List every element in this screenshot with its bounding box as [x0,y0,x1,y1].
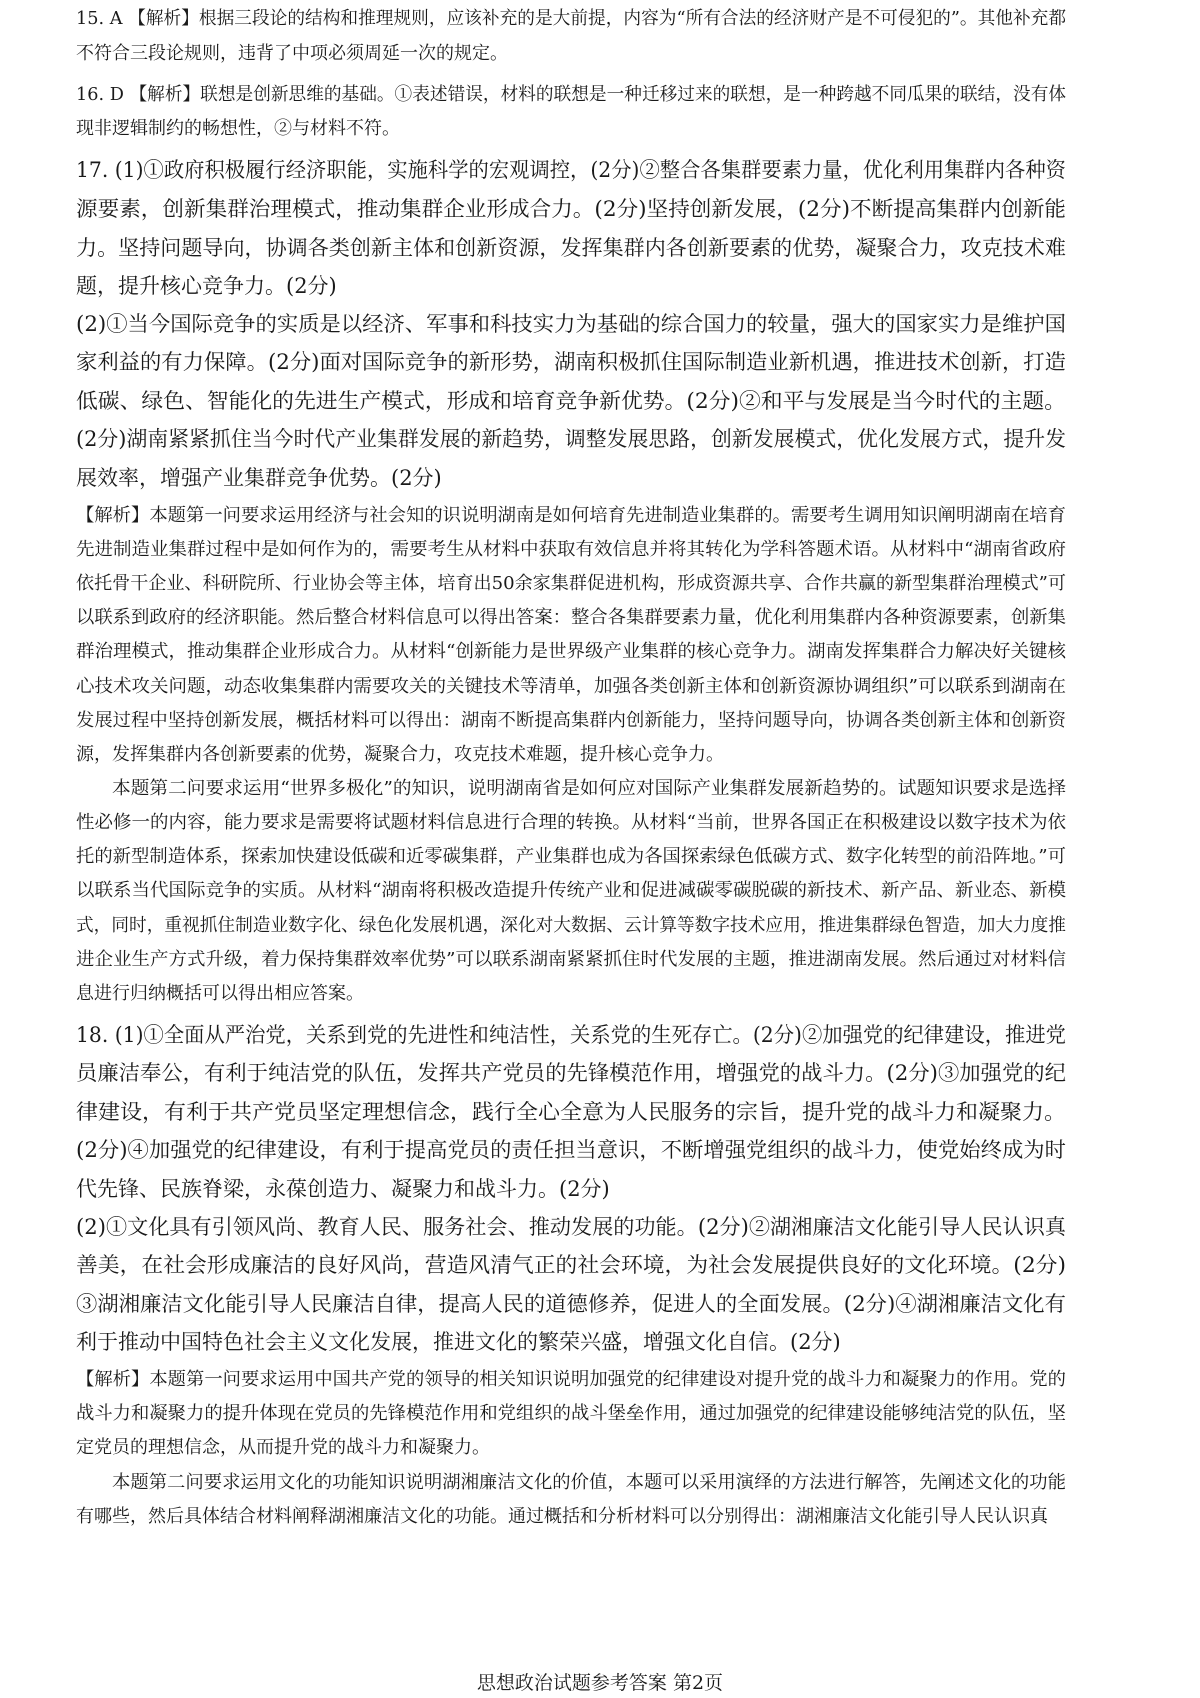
text-line: 善美，在社会形成廉洁的良好风尚，营造风清气正的社会环境，为社会发展提供良好的文化环境。(2分) [76,1253,1066,1277]
text-line: 【解析】本题第一问要求运用中国共产党的领导的相关知识说明加强党的纪律建设对提升党的战斗力和凝聚力的作用。党的 [76,1369,1066,1390]
text-line: 本题第二问要求运用“世界多极化”的知识，说明湖南省是如何应对国际产业集群发展新趋势的。试题知识要求是选择 [112,778,1067,799]
text-line: 性必修一的内容，能力要求是需要将试题材料信息进行合理的转换。从材料“当前，世界各国正在积极建设以数字技术为依 [76,812,1066,833]
text-line: 以联系到政府的经济职能。然后整合材料信息可以得出答案：整合各集群要素力量，优化利用集群内各种资源要素，创新集 [76,607,1066,628]
text-line: 以联系当代国际竞争的实质。从材料“湖南将积极改造提升传统产业和促进减碳零碳脱碳的新技术、新产品、新业态、新模 [76,880,1066,901]
text-line: 进企业生产方式升级，着力保持集群效率优势”可以联系湖南紧紧抓住时代发展的主题，推进湖南发展。然后通过对材料信 [76,949,1066,970]
text-line: 有哪些，然后具体结合材料阐释湖湘廉洁文化的功能。通过概括和分析材料可以分别得出：湖湘廉洁文化能引导人民认识真 [76,1506,1048,1527]
text-line: 源要素，创新集群治理模式，推动集群企业形成合力。(2分)坚持创新发展，(2分)不断提高集群内创新能 [76,197,1067,221]
text-line: 【解析】本题第一问要求运用经济与社会知的识说明湖南是如何培育先进制造业集群的。需要考生调用知识阐明湖南在培育 [76,505,1066,526]
text-line: (2分)湖南紧紧抓住当今时代产业集群发展的新趋势，调整发展思路，创新发展模式，优化发展方式，提升发 [76,427,1066,451]
text-line: 利于推动中国特色社会主义文化发展，推进文化的繁荣兴盛，增强文化自信。(2分) [76,1330,841,1354]
text-line: 低碳、绿色、智能化的先进生产模式，形成和培育竞争新优势。(2分)②和平与发展是当今时代的主题。 [76,389,1066,413]
text-line: 定党员的理想信念，从而提升党的战斗力和凝聚力。 [76,1437,490,1458]
text-line: 家利益的有力保障。(2分)面对国际竞争的新形势，湖南积极抓住国际制造业新机遇，推进技术创新，打造 [76,350,1066,374]
text-line: 题，提升核心竞争力。(2分) [76,274,337,298]
text-line: 依托骨干企业、科研院所、行业协会等主体，培育出50余家集群促进机构，形成资源共享、合作共赢的新型集群治理模式”可 [76,573,1066,594]
text-line: 本题第二问要求运用文化的功能知识说明湖湘廉洁文化的价值，本题可以采用演绎的方法进行解答，先阐述文化的功能 [112,1472,1066,1493]
text-line: 心技术攻关问题，动态收集集群内需要攻关的关键技术等清单，加强各类创新主体和创新资源协调组织”可以联系到湖南在 [76,676,1066,697]
text-line: 不符合三段论规则，违背了中项必须周延一次的规定。 [76,43,508,64]
text-line: 展效率，增强产业集群竞争优势。(2分) [76,466,442,490]
text-line: (2分)④加强党的纪律建设，有利于提高党员的责任担当意识，不断增强党组织的战斗力，使党始终成为时 [76,1138,1066,1162]
text-line: 源，发挥集群内各创新要素的优势，凝聚合力，攻克技术难题，提升核心竞争力。 [76,744,724,765]
text-line: 17. (1)①政府积极履行经济职能，实施科学的宏观调控，(2分)②整合各集群要素力量，优化利用集群内各种资 [76,158,1066,182]
page-footer: 思想政治试题参考答案 第2页 [476,1672,724,1694]
text-line: 现非逻辑制约的畅想性，②与材料不符。 [76,118,400,139]
text-line: 先进制造业集群过程中是如何作为的，需要考生从材料中获取有效信息并将其转化为学科答题术语。从材料中“湖南省政府 [76,539,1066,560]
text-line: 15. A 【解析】根据三段论的结构和推理规则，应该补充的是大前提，内容为“所有合法的经济财产是不可侵犯的”。其他补充都 [76,8,1067,29]
text-line: 代先锋、民族脊梁，永葆创造力、凝聚力和战斗力。(2分) [76,1177,610,1201]
text-line: 18. (1)①全面从严治党，关系到党的先进性和纯洁性，关系党的生死存亡。(2分)②加强党的纪律建设，推进党 [76,1023,1066,1047]
text-line: 员廉洁奉公，有利于纯洁党的队伍，发挥共产党员的先锋模范作用，增强党的战斗力。(2分)③加强党的纪 [76,1061,1066,1085]
text-line: 式，同时，重视抓住制造业数字化、绿色化发展机遇，深化对大数据、云计算等数字技术应用，推进集群绿色智造，加大力度推 [76,915,1066,936]
text-line: 发展过程中坚持创新发展，概括材料可以得出：湖南不断提高集群内创新能力，坚持问题导向，协调各类创新主体和创新资 [76,710,1066,731]
text-line: 战斗力和凝聚力的提升体现在党员的先锋模范作用和党组织的战斗堡垒作用，通过加强党的纪律建设能够纯洁党的队伍，坚 [76,1403,1066,1424]
text-line: 托的新型制造体系，探索加快建设低碳和近零碳集群，产业集群也成为各国探索绿色低碳方式、数字化转型的前沿阵地。”可 [76,846,1066,867]
text-line: (2)①文化具有引领风尚、教育人民、服务社会、推动发展的功能。(2分)②湖湘廉洁文化能引导人民认识真 [76,1215,1066,1239]
text-line: 息进行归纳概括可以得出相应答案。 [76,983,364,1004]
text-line: 律建设，有利于共产党员坚定理想信念，践行全心全意为人民服务的宗旨，提升党的战斗力和凝聚力。 [76,1100,1066,1124]
text-line: 力。坚持问题导向，协调各类创新主体和创新资源，发挥集群内各创新要素的优势，凝聚合力，攻克技术难 [76,236,1066,260]
text-line: (2)①当今国际竞争的实质是以经济、军事和科技实力为基础的综合国力的较量，强大的国家实力是维护国 [76,312,1066,336]
text-line: ③湖湘廉洁文化能引导人民廉洁自律，提高人民的道德修养，促进人的全面发展。(2分)④湖湘廉洁文化有 [76,1292,1066,1316]
text-line: 16. D 【解析】联想是创新思维的基础。①表述错误，材料的联想是一种迁移过来的联想，是一种跨越不同瓜果的联结，没有体 [76,84,1067,105]
text-line: 群治理模式，推动集群企业形成合力。从材料“创新能力是世界级产业集群的核心竞争力。湖南发挥集群合力解决好关键核 [76,641,1066,662]
